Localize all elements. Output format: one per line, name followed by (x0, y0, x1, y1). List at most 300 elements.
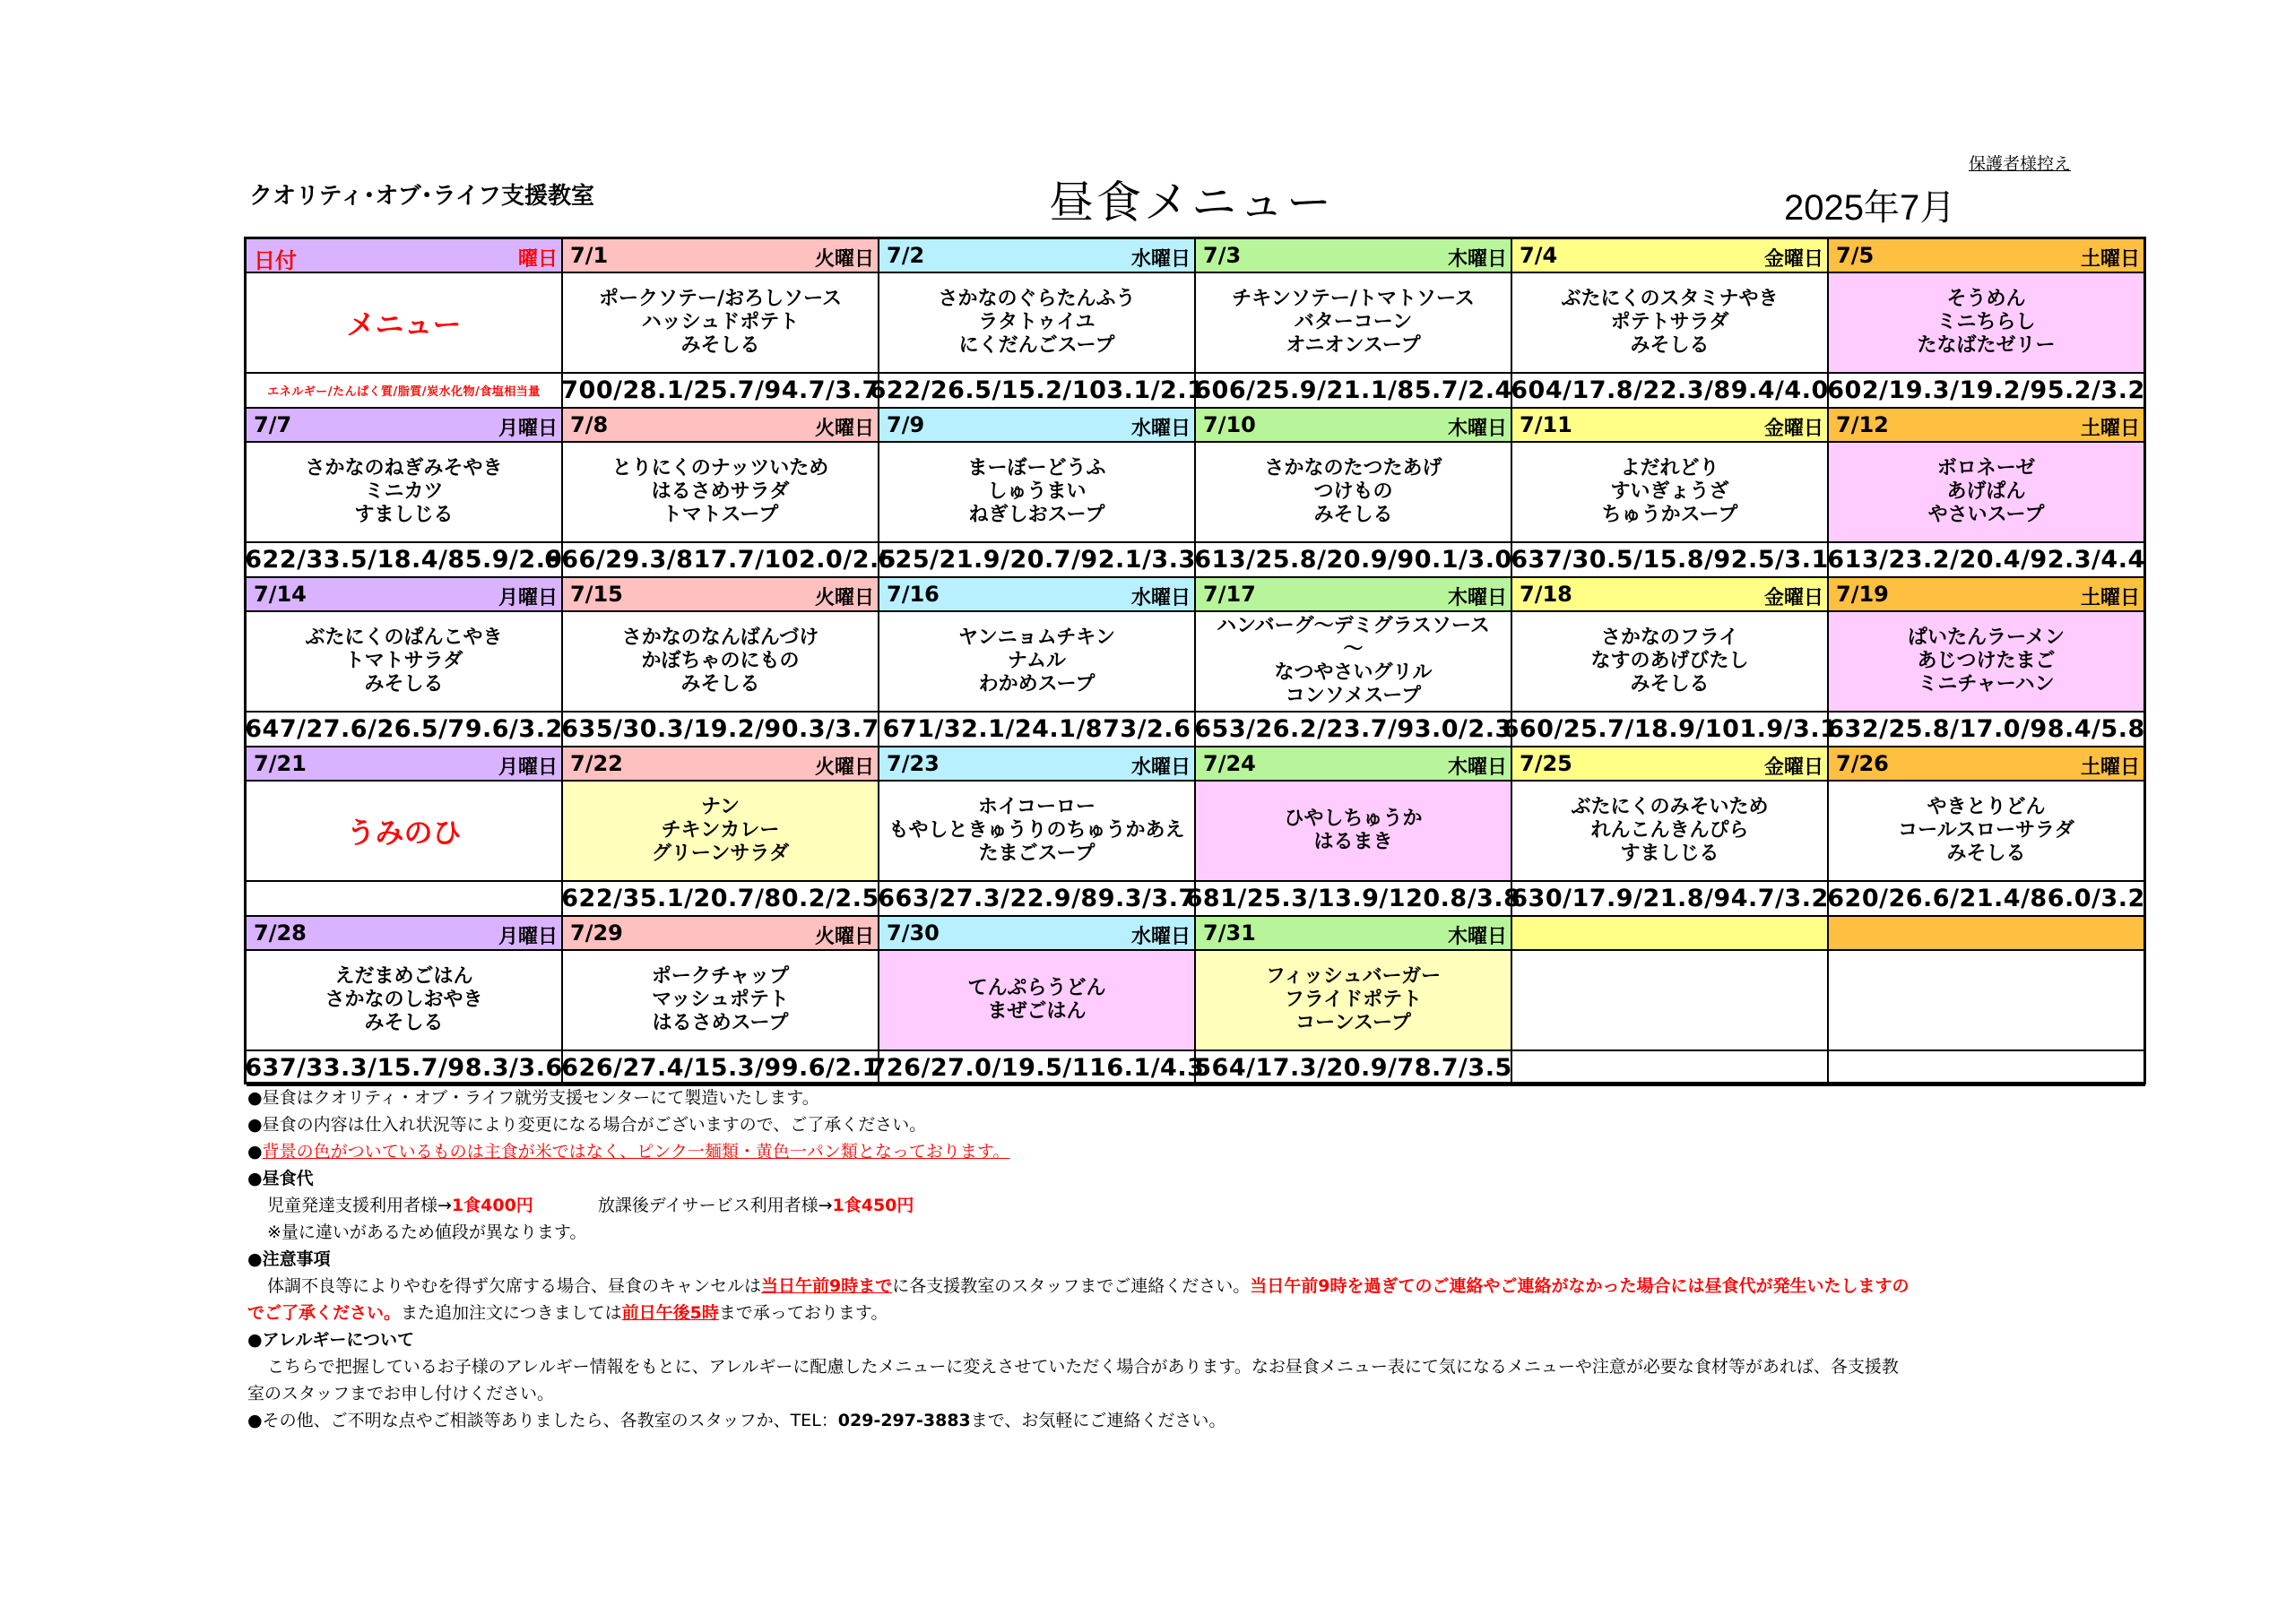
day-weekday: 水曜日 (1130, 926, 1191, 948)
day-weekday: 金曜日 (1763, 418, 1823, 440)
menu-item: ぶたにくのぱんこやき (305, 626, 503, 649)
day-header (247, 917, 563, 951)
day-weekday: 水曜日 (1130, 587, 1191, 609)
note-production: ●昼食はクオリティ・オブ・ライフ就労支援センターにて製造いたします。 (247, 1088, 819, 1108)
legend-date-label: 日付 (254, 248, 297, 273)
menu-item: さかなのぐらたんふう (938, 288, 1136, 310)
day-menu (879, 951, 1196, 1051)
day-date: 7/24 (1203, 751, 1256, 776)
menu-items (1898, 796, 2074, 866)
day-weekday: 土曜日 (2080, 248, 2140, 271)
price-note: ※量に違いがあるため値段が異なります。 (267, 1222, 587, 1242)
day-nutrition (563, 1051, 879, 1086)
day-weekday: 土曜日 (2080, 418, 2140, 440)
day-date: 7/23 (887, 751, 940, 776)
lunch-menu-table (244, 237, 2146, 1084)
menu-item: しゅうまい (987, 480, 1087, 503)
menu-item: マッシュポテト (652, 989, 789, 1011)
day-header (1196, 917, 1512, 951)
day-menu (563, 273, 879, 374)
menu-item: さかなのねぎみそやき (305, 457, 503, 479)
nutrition-value: 647/27.6/26.5/79.6/3.2 (245, 715, 563, 743)
day-date: 7/15 (570, 582, 623, 607)
legend-header (247, 239, 563, 273)
day-nutrition (543, 543, 897, 578)
day-date: 7/11 (1520, 412, 1572, 437)
caution-warning: 当日午前9時を過ぎてのご連絡やご連絡がなかった場合には昼食代が発生いたしますの (1250, 1276, 1910, 1296)
menu-item: すいぎょうざ (1610, 480, 1729, 503)
menu-item: やきとりどん (1927, 796, 2046, 818)
menu-item: ハンバーグ～デミグラスソース (1217, 615, 1490, 637)
day-menu (247, 951, 563, 1051)
day-menu (1196, 612, 1512, 713)
menu-item: ナン (701, 796, 740, 818)
day-nutrition (1829, 882, 2145, 917)
day-menu (1196, 951, 1512, 1051)
day-header (1829, 239, 2145, 273)
menu-item: ラタトゥイユ (978, 311, 1096, 333)
menu-item: トマトサラダ (344, 650, 463, 672)
menu-item: なつやさいグリル (1274, 661, 1433, 684)
day-header (247, 747, 563, 782)
allergy-line-1: こちらで把握しているお子様のアレルギー情報をもとに、アレルギーに配慮したメニューに変えさせていただく場合があります。なお昼食メニュー表にて気になるメニューや注意が必要な食材等があれば、各支援教 (267, 1357, 1899, 1377)
day-date: 7/18 (1520, 582, 1572, 607)
menu-items (622, 626, 819, 696)
menu-items (967, 457, 1105, 527)
day-nutrition (563, 374, 879, 409)
menu-items (1232, 288, 1475, 358)
menu-item: ホイコーロー (977, 796, 1096, 818)
menu-item: はるさめサラダ (651, 480, 790, 503)
day-header (247, 409, 563, 443)
menu-item: まぜごはん (987, 1000, 1087, 1023)
day-header (1512, 578, 1829, 612)
day-nutrition (879, 882, 1196, 917)
menu-item: ポテトサラダ (1610, 311, 1729, 333)
day-nutrition (1196, 543, 1512, 578)
day-date: 7/14 (254, 582, 307, 607)
nutrition-value: 653/26.2/23.7/93.0/2.3 (1194, 715, 1512, 743)
day-date: 7/2 (887, 243, 925, 268)
day-nutrition (1829, 713, 2145, 747)
menu-item: よだれどり (1620, 457, 1719, 479)
day-nutrition (869, 1051, 1205, 1086)
day-header (879, 409, 1196, 443)
menu-item: ～ (1343, 638, 1364, 661)
day-nutrition (1502, 713, 1838, 747)
menu-items (1571, 796, 1768, 866)
menu-item: チキンカレー (661, 819, 780, 842)
day-header (563, 239, 879, 273)
menu-items (888, 796, 1184, 866)
nutrition-value: 681/25.3/13.9/120.8/3.8 (1185, 885, 1521, 912)
nutrition-value: 635/30.3/19.2/90.3/3.7 (561, 715, 879, 743)
day-menu (563, 782, 879, 882)
nutrition-value: 620/26.6/21.4/86.0/3.2 (1827, 885, 2145, 912)
day-header (1512, 917, 1829, 951)
menu-item: はるまき (1313, 831, 1393, 853)
day-weekday: 火曜日 (814, 756, 874, 779)
menu-items (325, 965, 482, 1035)
copy-label: 保護者様控え (1969, 154, 2072, 174)
holiday-label: うみのひ (346, 816, 462, 850)
day-nutrition (1512, 882, 1829, 917)
menu-item: ミニカツ (364, 480, 444, 503)
note-bullet: ● (247, 1142, 263, 1162)
nutrition-value: 726/27.0/19.5/116.1/4.3 (869, 1054, 1205, 1082)
day-nutrition (563, 713, 879, 747)
nutrition-value: 622/35.1/20.7/80.2/2.5 (561, 885, 879, 912)
day-weekday: 木曜日 (1447, 418, 1507, 440)
menu-item: オニオンスープ (1286, 334, 1421, 357)
menu-item: さかなのなんばんづけ (621, 626, 819, 649)
day-nutrition (1196, 713, 1512, 747)
day-date: 7/10 (1203, 412, 1256, 437)
menu-item: そうめん (1946, 288, 2026, 310)
day-weekday: 水曜日 (1130, 248, 1191, 271)
day-nutrition (1829, 374, 2145, 409)
nutrition-value: 626/27.4/15.3/99.6/2.1 (561, 1054, 879, 1082)
day-header (563, 917, 879, 951)
menu-item: ボロネーゼ (1936, 457, 2036, 479)
day-date: 7/1 (570, 243, 609, 268)
menu-item: ねぎしおスープ (968, 504, 1105, 526)
day-header (879, 578, 1196, 612)
menu-item: さかなのたつたあげ (1264, 457, 1442, 479)
day-weekday: 木曜日 (1447, 587, 1507, 609)
day-date: 7/30 (887, 920, 940, 946)
day-weekday: 水曜日 (1130, 756, 1191, 779)
day-date: 7/8 (570, 412, 609, 437)
day-menu (1512, 782, 1829, 882)
day-weekday: 金曜日 (1763, 756, 1823, 779)
legend-nutrition-label: エネルギー/たんぱく質/脂質/炭水化物/食塩相当量 (267, 385, 541, 399)
menu-item: もやしときゅうりのちゅうかあえ (888, 819, 1185, 842)
price-a-value: 1食400円 (451, 1196, 533, 1215)
day-date: 7/29 (570, 920, 623, 946)
day-header (1196, 747, 1512, 782)
nutrition-value: 663/27.3/22.9/89.3/3.7 (878, 885, 1196, 912)
menu-items (652, 796, 789, 866)
day-nutrition (879, 543, 1196, 578)
menu-item: フィッシュバーガー (1265, 965, 1442, 988)
allergy-heading: ●アレルギーについて (247, 1330, 414, 1350)
day-menu (879, 443, 1196, 543)
menu-item: とりにくのナッツいため (611, 457, 829, 479)
menu-item: みそしる (1630, 673, 1710, 695)
menu-item: ちゅうかスープ (1601, 504, 1738, 526)
nutrition-value: 613/23.2/20.4/92.3/4.4 (1827, 546, 2145, 574)
day-menu (1829, 273, 2145, 374)
day-weekday: 月曜日 (498, 587, 558, 609)
caution-line-1 (247, 1273, 2175, 1300)
nutrition-value: 622/26.5/15.2/103.1/2.1 (869, 376, 1205, 404)
day-weekday: 火曜日 (814, 248, 874, 271)
day-nutrition (1829, 1051, 2145, 1086)
menu-items (599, 288, 842, 358)
day-menu (879, 782, 1196, 882)
contact-line (247, 1407, 2175, 1434)
menu-item: なすのあげびたし (1590, 650, 1749, 672)
menu-item: まーぼーどうふ (967, 457, 1106, 479)
menu-items (1561, 288, 1778, 358)
day-nutrition (563, 882, 879, 917)
menu-item: ヤンニョムチキン (957, 626, 1116, 649)
menu-item: はるさめスープ (652, 1012, 789, 1034)
notes-section (247, 1084, 2175, 1434)
menu-item: ミニちらし (1936, 311, 2036, 333)
allergy-line-2: 室のスタッフまでお申し付けください。 (247, 1384, 555, 1404)
menu-items (612, 457, 829, 527)
nutrition-value: 602/19.3/19.2/95.2/3.2 (1827, 376, 2145, 404)
note-color-text: 背景の色がついているものは主食が米ではなく、ピンク一麺類・黄色一パン類となっております。 (262, 1142, 1010, 1162)
day-menu (563, 951, 879, 1051)
day-menu (879, 612, 1196, 713)
legend-menu-label: メニュー (346, 307, 462, 341)
nutrition-value: 666/29.3/817.7/102.0/2.5 (543, 546, 897, 574)
menu-item: つけもの (1313, 480, 1393, 503)
contact-text: ●その他、ご不明な点やご相談等ありましたら、各教室のスタッフか、TEL： (247, 1411, 838, 1430)
day-date: 7/12 (1836, 412, 1889, 437)
menu-item: ナムル (1008, 650, 1066, 672)
menu-item: ミニチャーハン (1918, 673, 2055, 695)
menu-item: てんぷらうどん (967, 977, 1106, 999)
day-header (1829, 409, 2145, 443)
menu-items (305, 626, 502, 696)
day-nutrition (247, 882, 563, 917)
menu-item: みそしる (680, 334, 760, 357)
menu-item: バターコーン (1294, 311, 1413, 333)
menu-items (1590, 626, 1748, 696)
menu-items (958, 626, 1115, 696)
organization-name: クオリティ･オブ･ライフ支援教室 (249, 183, 595, 210)
day-nutrition (1185, 882, 1521, 917)
menu-item: すましじる (1620, 842, 1719, 865)
menu-item: みそしる (680, 673, 760, 695)
day-date: 7/28 (254, 920, 307, 946)
day-weekday: 月曜日 (498, 926, 558, 948)
price-heading: ●昼食代 (247, 1169, 314, 1188)
menu-item: さかなのしおやき (325, 989, 483, 1011)
day-header (1196, 239, 1512, 273)
day-date: 7/16 (887, 582, 940, 607)
price-line (247, 1192, 2175, 1219)
menu-item: コールスローサラダ (1898, 819, 2074, 842)
menu-item: やさいスープ (1927, 504, 2045, 526)
nutrition-value: 604/17.8/22.3/89.4/4.0 (1511, 376, 1829, 404)
day-date: 7/7 (254, 412, 292, 437)
nutrition-value: 625/21.9/20.7/92.1/3.3 (878, 546, 1196, 574)
menu-items (1908, 626, 2065, 696)
day-weekday: 水曜日 (1130, 418, 1191, 440)
day-date: 7/21 (254, 751, 307, 776)
caution-line-2 (247, 1300, 2175, 1326)
day-nutrition (1512, 374, 1829, 409)
menu-item: トマトスープ (662, 504, 779, 526)
menu-item: ハッシュドポテト (641, 311, 800, 333)
menu-item: ぱいたんラーメン (1908, 626, 2065, 649)
menu-items (1217, 615, 1490, 708)
menu-items (1928, 457, 2045, 527)
nutrition-value: 632/25.8/17.0/98.4/5.8 (1827, 715, 2145, 743)
menu-item: あげぱん (1946, 480, 2026, 503)
menu-item: ぶたにくのみそいため (1571, 796, 1769, 818)
nutrition-value: 606/25.9/21.1/85.7/2.4 (1194, 376, 1512, 404)
day-menu (1512, 273, 1829, 374)
menu-item: さかなのフライ (1600, 626, 1739, 649)
day-weekday: 金曜日 (1763, 587, 1823, 609)
menu-item: すましじる (354, 504, 454, 526)
menu-items (967, 977, 1105, 1024)
menu-item: えだまめごはん (334, 965, 473, 988)
note-color-legend (247, 1138, 2175, 1165)
day-weekday: 月曜日 (498, 756, 558, 779)
day-menu (563, 612, 879, 713)
day-menu (1829, 951, 2145, 1051)
day-weekday: 土曜日 (2080, 756, 2140, 779)
legend-menu (247, 273, 563, 374)
menu-item: コーンスープ (1295, 1012, 1411, 1034)
menu-item: たまごスープ (978, 842, 1096, 865)
price-a-label: 児童発達支援利用者様→ (267, 1196, 452, 1215)
menu-items (1917, 288, 2055, 358)
day-header (1829, 747, 2145, 782)
menu-item: グリーンサラダ (651, 842, 790, 865)
day-menu (1512, 951, 1829, 1051)
menu-item: みそしる (364, 673, 444, 695)
day-weekday: 木曜日 (1447, 756, 1507, 779)
day-menu (563, 443, 879, 543)
menu-item: ポークソテー/おろしソース (599, 288, 842, 310)
day-weekday: 金曜日 (1763, 248, 1823, 271)
day-menu (1196, 782, 1512, 882)
caution-text: まで承っております。 (718, 1303, 888, 1323)
day-weekday: 火曜日 (814, 587, 874, 609)
menu-item: ポークチャップ (651, 965, 790, 988)
day-nutrition (247, 713, 563, 747)
menu-items (938, 288, 1135, 358)
day-menu (247, 612, 563, 713)
note-change: ●昼食の内容は仕入れ状況等により変更になる場合がございますので、ご了承ください。 (247, 1115, 927, 1135)
day-header (1512, 747, 1829, 782)
legend-nutrition (247, 374, 563, 409)
menu-items (1602, 457, 1738, 527)
price-b-value: 1食450円 (832, 1196, 914, 1215)
day-weekday: 火曜日 (814, 418, 874, 440)
menu-item: ひやしちゅうか (1284, 808, 1423, 830)
day-header (1829, 578, 2145, 612)
nutrition-value: 622/33.5/18.4/85.9/2.9 (245, 546, 563, 574)
menu-item: たなばたゼリー (1917, 334, 2056, 357)
menu-item: みそしる (364, 1012, 444, 1034)
nutrition-value: 613/25.8/20.9/90.1/3.0 (1194, 546, 1512, 574)
menu-item: チキンソテー/トマトソース (1232, 288, 1475, 310)
day-header (1512, 239, 1829, 273)
nutrition-value: 671/32.1/24.1/873/2.6 (882, 715, 1191, 743)
nutrition-value: 564/17.3/20.9/78.7/3.5 (1194, 1054, 1512, 1082)
day-menu (1512, 612, 1829, 713)
day-menu (1829, 612, 2145, 713)
caution-text: 体調不良等によりやむを得ず欠席する場合、昼食のキャンセルは (267, 1276, 762, 1296)
day-nutrition (247, 543, 563, 578)
page-title: 昼食メニュー (1049, 177, 1334, 229)
menu-item: みそしる (1946, 842, 2026, 865)
day-date: 7/26 (1836, 751, 1889, 776)
day-header (879, 747, 1196, 782)
day-menu (1196, 273, 1512, 374)
day-date: 7/17 (1203, 582, 1256, 607)
day-date: 7/4 (1520, 243, 1558, 268)
day-nutrition (1196, 1051, 1512, 1086)
day-date: 7/19 (1836, 582, 1889, 607)
menu-item: フライドポテト (1284, 989, 1423, 1011)
caution-order-deadline: 前日午後5時 (621, 1303, 719, 1323)
day-weekday: 土曜日 (2080, 587, 2140, 609)
day-nutrition (1512, 1051, 1829, 1086)
day-menu (1512, 443, 1829, 543)
menu-item: にくだんごスープ (958, 334, 1115, 357)
day-nutrition (869, 374, 1205, 409)
day-header (563, 747, 879, 782)
day-menu (1196, 443, 1512, 543)
menu-item: コンソメスープ (1285, 685, 1422, 707)
day-header (879, 917, 1196, 951)
caution-text: また追加注文につきましては (401, 1303, 622, 1323)
menu-items (1264, 457, 1442, 527)
day-menu (879, 273, 1196, 374)
legend-weekday-label: 曜日 (517, 248, 558, 271)
day-weekday: 火曜日 (814, 926, 874, 948)
day-date: 7/3 (1203, 243, 1242, 268)
day-date: 7/9 (887, 412, 925, 437)
nutrition-value: 637/33.3/15.7/98.3/3.6 (245, 1054, 563, 1082)
nutrition-value: 700/28.1/25.7/94.7/3.7 (561, 376, 879, 404)
day-header (1512, 409, 1829, 443)
day-menu (1829, 782, 2145, 882)
caution-heading: ●注意事項 (247, 1249, 331, 1269)
month-label: 2025年7月 (1784, 188, 1956, 228)
day-date: 7/22 (570, 751, 623, 776)
menu-items (652, 965, 789, 1035)
day-menu (1829, 443, 2145, 543)
menu-item: わかめスープ (978, 673, 1096, 695)
day-weekday: 月曜日 (498, 418, 558, 440)
day-nutrition (879, 713, 1196, 747)
day-date: 7/31 (1203, 920, 1256, 946)
day-weekday: 木曜日 (1447, 926, 1507, 948)
day-header (1196, 578, 1512, 612)
menu-items (305, 457, 502, 527)
menu-item: あじつけたまご (1917, 650, 2056, 672)
day-date: 7/5 (1836, 243, 1875, 268)
nutrition-value: 637/30.5/15.8/92.5/3.1 (1511, 546, 1829, 574)
menu-item: みそしる (1630, 334, 1710, 357)
day-nutrition (1196, 374, 1512, 409)
menu-items (1284, 808, 1422, 854)
day-header (563, 578, 879, 612)
day-menu (247, 782, 563, 882)
nutrition-value: 630/17.9/21.8/94.7/3.2 (1511, 885, 1829, 912)
day-header (247, 578, 563, 612)
day-header (879, 239, 1196, 273)
day-nutrition (1512, 543, 1829, 578)
day-header (1829, 917, 2145, 951)
contact-tel: 029-297-3883 (837, 1411, 971, 1430)
menu-item: れんこんきんぴら (1590, 819, 1749, 842)
menu-item: みそしる (1313, 504, 1393, 526)
day-header (1196, 409, 1512, 443)
day-date: 7/25 (1520, 751, 1572, 776)
